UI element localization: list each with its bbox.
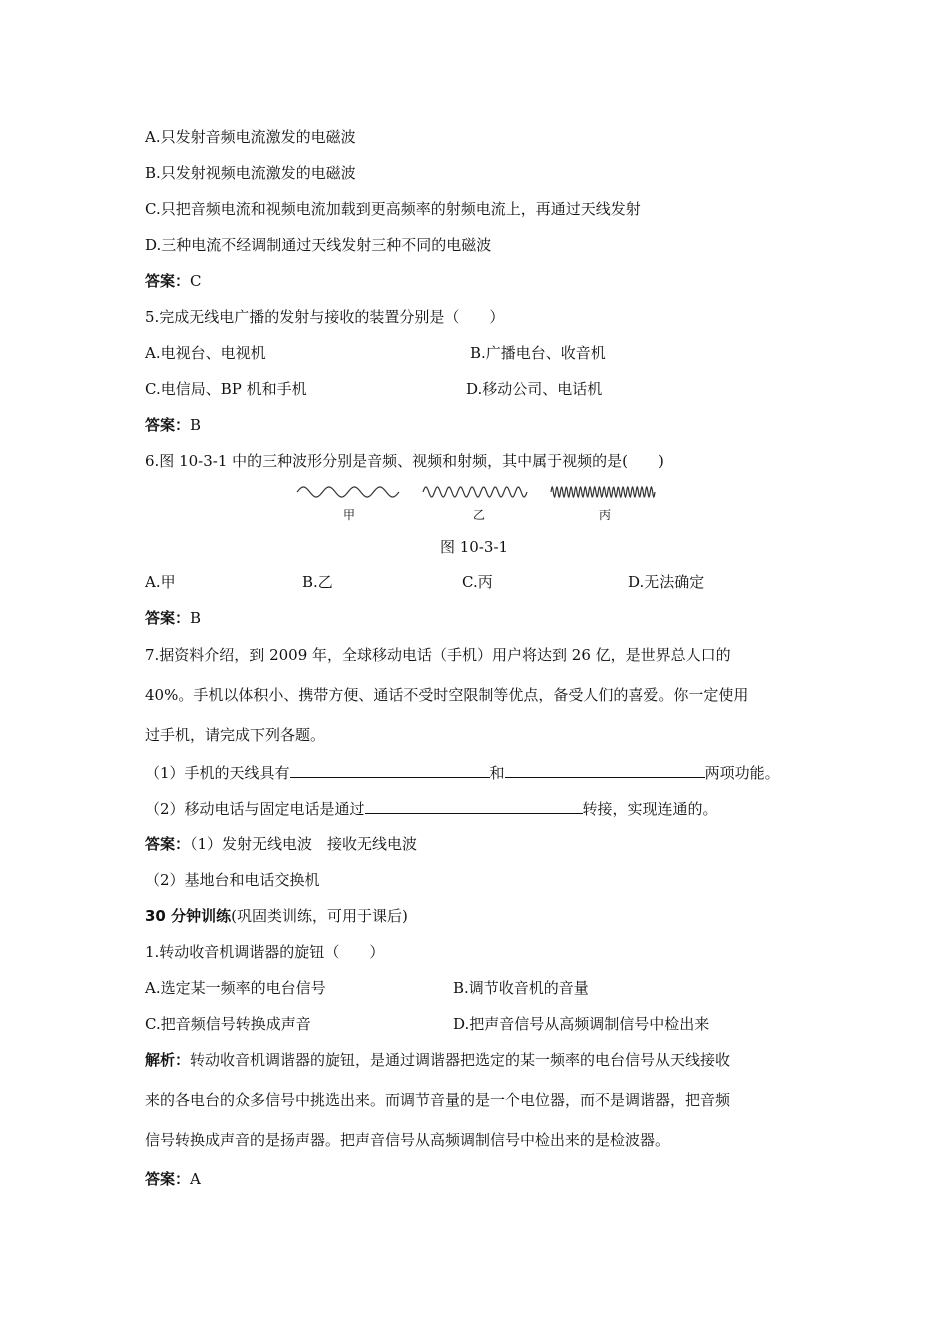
answer-value: C <box>190 272 202 290</box>
s1-analysis-2: 来的各电台的众多信号中挑选出来。而调节音量的是一个电位器，而不是调谐器，把音频 <box>145 1091 731 1109</box>
analysis-label: 解析： <box>145 1051 191 1069</box>
fill-blank[interactable] <box>505 762 705 778</box>
q4-option-c: C.只把音频电流和视频电流加载到更高频率的射频电流上，再通过天线发射 <box>145 200 641 218</box>
q4-option-b: B.只发射视频电流激发的电磁波 <box>145 164 356 182</box>
q7-line-3: 过手机，请完成下列各题。 <box>145 726 326 744</box>
wave-label-yi: 乙 <box>473 508 486 522</box>
q6-option-b: B.乙 <box>302 573 333 591</box>
q7-sub-2-suffix: 转接，实现连通的。 <box>582 800 718 818</box>
q6-option-d: D.无法确定 <box>628 573 705 591</box>
q5-option-c: C.电信局、BP 机和手机 <box>145 380 307 398</box>
answer-label: 答案： <box>145 835 191 853</box>
s1-option-c: C.把音频信号转换成声音 <box>145 1015 311 1033</box>
q5-option-d: D.移动公司、电话机 <box>466 380 603 398</box>
q5-option-a: A.电视台、电视机 <box>145 344 266 362</box>
q4-option-a: A.只发射音频电流激发的电磁波 <box>145 128 356 146</box>
q7-sub-1-prefix: （1）手机的天线具有 <box>145 764 290 782</box>
answer-label: 答案： <box>145 609 191 627</box>
wave-label-jia: 甲 <box>343 508 356 522</box>
section-heading <box>145 906 408 926</box>
answer-value: B <box>190 416 202 434</box>
q5-answer <box>145 415 201 435</box>
s1-analysis-3: 信号转换成声音的是扬声器。把声音信号从高频调制信号中检出来的是检波器。 <box>145 1131 671 1149</box>
q7-line-1: 7.据资料介绍，到 2009 年，全球移动电话（手机）用户将达到 26 亿，是世界总人口的 <box>145 646 731 664</box>
figure-caption: 图 10-3-1 <box>440 538 509 556</box>
wave-label-bing: 丙 <box>599 508 612 522</box>
q7-sub-2-prefix: （2）移动电话与固定电话是通过 <box>145 800 365 818</box>
s1-stem: 1.转动收音机调谐器的旋钮（ ） <box>145 943 385 961</box>
s1-analysis-1 <box>145 1050 730 1070</box>
q6-stem: 6.图 10-3-1 中的三种波形分别是音频、视频和射频，其中属于视频的是( ) <box>145 452 664 470</box>
answer-value: （1）发射无线电波 接收无线电波 <box>190 835 418 853</box>
waveform-svg <box>295 482 665 502</box>
q7-sub-2 <box>145 798 718 819</box>
q4-answer <box>145 271 202 291</box>
answer-label: 答案： <box>145 416 191 434</box>
q4-option-d: D.三种电流不经调制通过天线发射三种不同的电磁波 <box>145 236 492 254</box>
wave-yi <box>423 487 527 497</box>
q7-answer-2: （2）基地台和电话交换机 <box>145 871 320 889</box>
section-note: (巩固类训练，可用于课后) <box>231 907 408 925</box>
q5-stem: 5.完成无线电广播的发射与接收的装置分别是（ ） <box>145 308 505 326</box>
answer-label: 答案： <box>145 272 191 290</box>
fill-blank[interactable] <box>290 762 490 778</box>
wave-jia <box>297 487 399 497</box>
q6-answer <box>145 608 201 628</box>
answer-value: B <box>190 609 202 627</box>
answer-value: A <box>190 1170 201 1188</box>
q7-sub-1 <box>145 762 780 783</box>
q6-option-c: C.丙 <box>462 573 493 591</box>
waveform-figure <box>295 482 665 522</box>
section-title: 30 分钟训练 <box>145 907 232 925</box>
q5-option-b: B.广播电台、收音机 <box>470 344 606 362</box>
s1-option-d: D.把声音信号从高频调制信号中检出来 <box>453 1015 710 1033</box>
wave-bing <box>551 487 655 497</box>
analysis-text: 转动收音机调谐器的旋钮，是通过调谐器把选定的某一频率的电台信号从天线接收 <box>190 1051 731 1069</box>
fill-blank[interactable] <box>365 798 583 814</box>
q7-answer <box>145 834 417 854</box>
s1-option-a: A.选定某一频率的电台信号 <box>145 979 326 997</box>
q7-sub-1-middle: 和 <box>489 764 505 782</box>
q7-sub-1-suffix: 两项功能。 <box>704 764 780 782</box>
s1-option-b: B.调节收音机的音量 <box>453 979 589 997</box>
q6-option-a: A.甲 <box>145 573 176 591</box>
s1-answer <box>145 1169 201 1189</box>
q7-line-2: 40%。手机以体积小、携带方便、通话不受时空限制等优点，备受人们的喜爱。你一定使用 <box>145 686 749 704</box>
answer-label: 答案： <box>145 1170 191 1188</box>
